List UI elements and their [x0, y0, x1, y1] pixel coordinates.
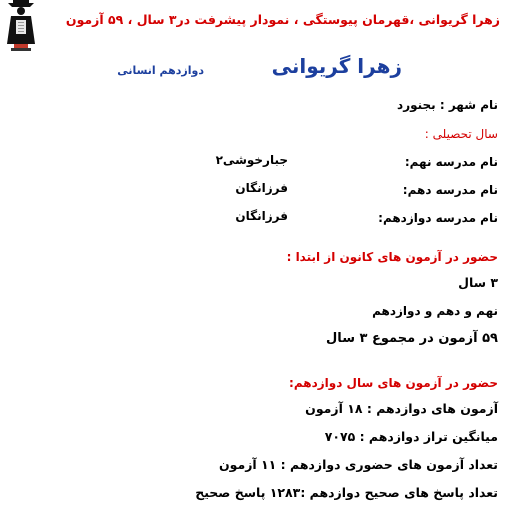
grade12-correct-answers: تعداد پاسخ های صحیح دوازدهم :۱۲۸۳ پاسخ صحیح	[195, 485, 498, 500]
page-header-title: زهرا گریوانی ،قهرمان پیوستگی ، نمودار پیشرفت در۳ سال ، ۵۹ آزمون	[65, 12, 500, 27]
grade-label: دوازدهم انسانی	[117, 64, 204, 77]
school-10-value: فرزانگان	[235, 181, 288, 195]
student-name: زهرا گریوانی	[271, 54, 402, 78]
attendance-grades: نهم و دهم و دوازدهم	[372, 304, 498, 318]
city-line: نام شهر : بجنورد	[397, 98, 498, 112]
school-12-label: نام مدرسه دوازدهم:	[378, 211, 498, 225]
education-heading: سال تحصیلی :	[424, 127, 498, 141]
attendance-years: ۳ سال	[458, 275, 498, 290]
grade12-in-person-count: تعداد آزمون های حضوری دوازدهم : ۱۱ آزمون	[218, 457, 498, 472]
school-9-value: جبارخوشی۲	[215, 153, 288, 167]
attendance-heading: حضور در آزمون های کانون از ابتدا :	[286, 250, 498, 264]
school-9-label: نام مدرسه نهم:	[404, 155, 498, 169]
grade12-exam-count: آزمون های دوازدهم : ۱۸ آزمون	[305, 401, 498, 416]
school-12-value: فرزانگان	[235, 209, 288, 223]
grade12-average-score: میانگین تراز دوازدهم : ۷۰۷۵	[324, 429, 498, 444]
school-10-label: نام مدرسه دهم:	[402, 183, 498, 197]
graduate-figure-logo	[0, 0, 42, 52]
grade12-heading: حضور در آزمون های سال دوازدهم:	[289, 376, 498, 390]
attendance-total: ۵۹ آزمون در مجموع ۳ سال	[326, 331, 498, 346]
